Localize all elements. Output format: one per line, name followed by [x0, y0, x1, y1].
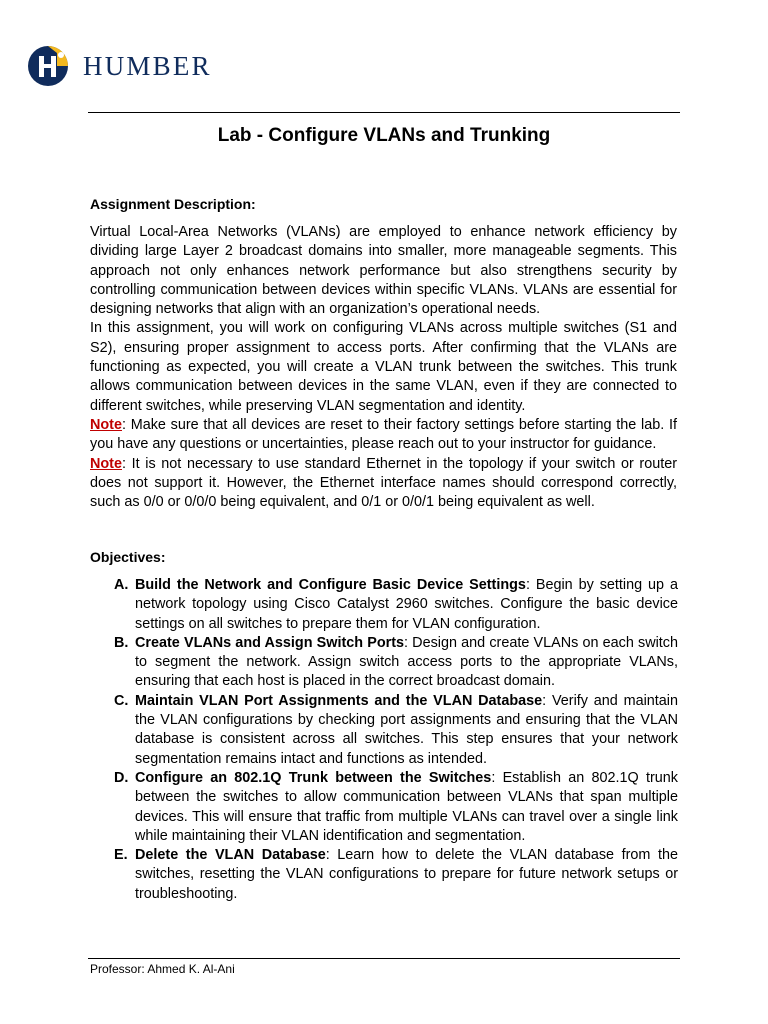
note-2-label: Note [90, 455, 122, 472]
objective-item [90, 576, 678, 634]
note-2 [90, 455, 677, 513]
objective-item [90, 634, 678, 692]
humber-logo [27, 45, 212, 87]
objective-item [90, 692, 678, 769]
objective-letter: E. [114, 847, 128, 864]
humber-h-logo-icon [27, 45, 71, 87]
note-2-text: : It is not necessary to use standard Ethernet in the topology if your switch or router does not support it. However, the Ethernet interface names should correspond correctly, such as 0/0 or 0/0/0 being equivalent, and 0/1 or 0/0/1 being equivalent as well. [90, 455, 677, 511]
objectives-list [90, 576, 678, 904]
objective-title: Build the Network and Configure Basic Device Settings [135, 577, 526, 593]
assignment-paragraph-2: In this assignment, you will work on configuring VLANs across multiple switches (S1 and S2), ensuring proper assignment to access ports. After confirming that the VLANs are functioning as expected, you will create a VLAN trunk between the switches. This trunk allows communication between devices in the same VLAN, even if they are connected to different switches, while preserving VLAN segmentation and identity. [90, 320, 677, 414]
footer-professor: Professor: Ahmed K. Al-Ani [90, 962, 235, 976]
objective-text: : Establish an 802.1Q trunk between the switches to allow communication between VLANs that span multiple devices. This will ensure that traffic from multiple VLANs can travel over a single link while maintaining their VLAN identification and segmentation. [135, 769, 678, 844]
objective-title: Create VLANs and Assign Switch Ports [135, 634, 405, 651]
objective-title: Configure an 802.1Q Trunk between the Switches [135, 769, 492, 786]
objective-letter: D. [114, 769, 129, 786]
note-1-label: Note [90, 416, 122, 433]
objective-item [90, 769, 678, 846]
footer-divider [88, 958, 680, 959]
page-title: Lab - Configure VLANs and Trunking [217, 125, 551, 146]
objectives-heading: Objectives: [90, 549, 166, 565]
logo-text: HUMBER [83, 50, 212, 81]
objective-letter: A. [114, 577, 129, 593]
objective-text: : Begin by setting up a network topology using Cisco Catalyst 2960 switches. Configure the basic device settings on all switches to prepare them for VLAN configuration. [135, 577, 678, 632]
objective-text: : Verify and maintain the VLAN configurations by checking port assignments and ensuring that the VLAN database is consistent across all switches. This step ensures that your network segmentation remains intact and functions as intended. [135, 692, 678, 767]
note-1-text: : Make sure that all devices are reset to their factory settings before starting the lab. If you have any questions or uncertainties, please reach out to your instructor for guidance. [90, 416, 677, 453]
assignment-heading: Assignment Description: [90, 196, 256, 212]
top-divider [88, 112, 680, 113]
note-1 [90, 416, 677, 455]
objective-text: : Learn how to delete the VLAN database from the switches, resetting the VLAN configurations to prepare for future network setups or troubleshooting. [135, 847, 678, 902]
objective-title: Maintain VLAN Port Assignments and the VLAN Database [135, 692, 543, 709]
objective-item [90, 846, 678, 904]
assignment-paragraph-1: Virtual Local-Area Networks (VLANs) are employed to enhance network efficiency by dividing large Layer 2 broadcast domains into smaller, more manageable segments. This approach not only enhances network performance but also strengthens security by controlling communication between devices within specific VLANs. VLANs are essential for designing networks that align with an organization’s operational needs. [90, 224, 677, 318]
assignment-body [90, 223, 677, 512]
objective-letter: B. [114, 634, 129, 651]
objective-title: Delete the VLAN Database [135, 847, 326, 864]
objective-text: : Design and create VLANs on each switch to segment the network. Assign switch access ports to the appropriate VLANs, ensuring that each host is placed in the correct broadcast domain. [135, 634, 678, 690]
objective-letter: C. [114, 692, 129, 709]
